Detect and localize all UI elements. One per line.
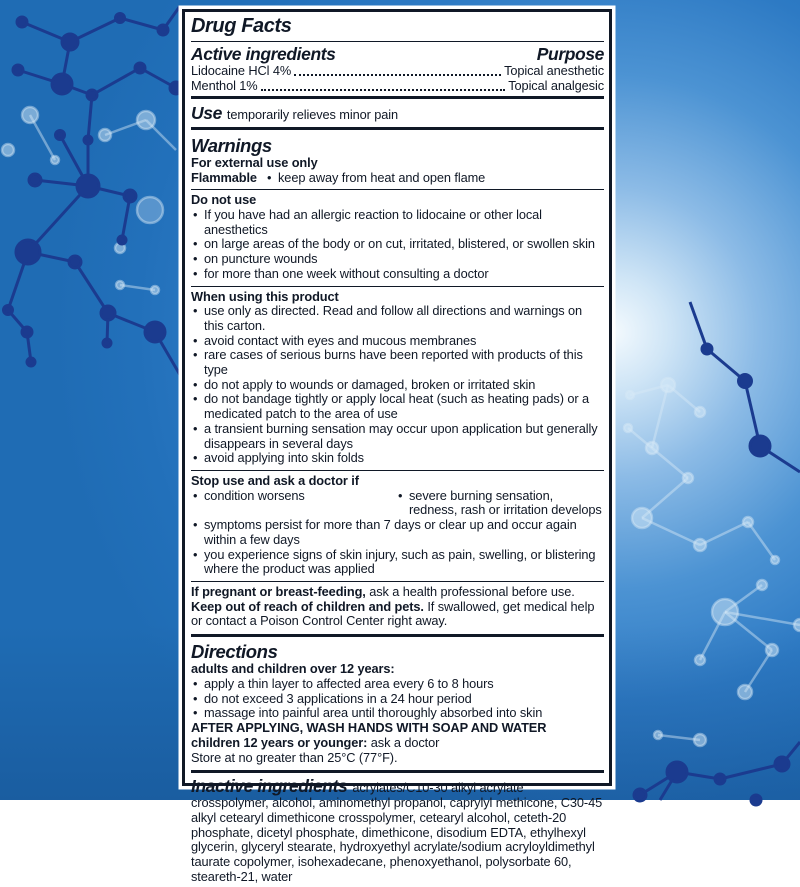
divider [191,470,604,471]
bullet-item: • severe burning sensation, redness, rash or irritation develops [396,489,604,518]
inactive-ingredients-section [191,775,604,886]
divider [191,581,604,582]
section-divider [191,127,604,130]
divider [191,41,604,42]
bullet-item: • do not exceed 3 applications in a 24 hour period [191,692,604,707]
bullet-item: • you experience signs of skin injury, such as pain, swelling, or blistering where the product was applied [191,548,604,577]
flammable-row [191,171,604,186]
flammable-label: Flammable [191,169,257,185]
external-use-text: For external use only [191,154,318,170]
stop-use-heading: Stop use and ask a doctor if [191,472,359,488]
inactive-ingredients-text: acrylates/C10-30 alkyl acrylate crosspolymer, alcohol, aminomethyl propanol, caprylyl methicone, C30-45 alkyl cetearyl dimethicone crosspolymer, cetearyl alcohol, ceteth-20 phosphate, dicetyl phosphate, dimethicone, disodium EDTA, ethylhexyl glycerin, glyceryl stearate, hydroxyethyl acrylate/sodium acryloyldimethyl taurate copolymer, isohexadecane, phenoxyethanol, polysorbate 60, steareth-21, water [191,780,603,884]
children-text: ask a doctor [367,734,440,750]
ingredient-row [191,79,604,94]
bullet-item: • condition worsens [191,489,396,518]
use-section [191,102,604,125]
drug-facts-title: Drug Facts [191,15,292,37]
dot-leader [294,74,501,76]
ingredient-name: Lidocaine HCl 4% [191,63,292,79]
inactive-ingredients-heading: Inactive ingredients [191,776,348,797]
bullet-item: • on puncture wounds [191,252,604,267]
drug-facts-label [182,9,612,884]
warnings-heading: Warnings [191,134,272,156]
bullet-item: • apply a thin layer to affected area every 6 to 8 hours [191,677,604,692]
bullet-item: • symptoms persist for more than 7 days or clear up and occur again within a few days [191,518,604,547]
ingredient-row [191,64,604,79]
bullet-item: • do not apply to wounds or damaged, broken or irritated skin [191,378,604,393]
warnings-section [191,133,604,188]
bullet-item: • avoid applying into skin folds [191,451,604,466]
directions-subheading: adults and children over 12 years: [191,661,395,677]
ingredient-purpose: Topical anesthetic [504,63,604,79]
bullet-item: • avoid contact with eyes and mucous membranes [191,334,604,349]
bullet-item: • keep away from heat and open flame [265,171,485,186]
section-divider [191,96,604,99]
after-applying-text: AFTER APPLYING, WASH HANDS WITH SOAP AND WATER [191,720,547,736]
bullet-item: • do not bandage tightly or apply local heat (such as heating pads) or a medicated patch to the area of use [191,392,604,421]
stop-use-pair-row [191,489,604,518]
keep-out-of-reach-text: Keep out of reach of children and pets. [191,598,424,614]
directions-section [191,639,604,767]
dot-leader [261,89,506,91]
active-ingredients-header [191,44,604,64]
bullet-item: • massage into painful area until thoroughly absorbed into skin [191,706,604,721]
bullet-item: • on large areas of the body or on cut, irritated, blistered, or swollen skin [191,237,604,252]
children-label: children 12 years or younger: [191,734,368,750]
bullet-item: • rare cases of serious burns have been reported with products of this type [191,348,604,377]
stop-use-section [191,473,604,579]
pregnancy-text: ask a health professional before use. [365,583,575,599]
divider [191,286,604,287]
children-row [191,736,604,751]
pregnancy-bold-text: If pregnant or breast-feeding, [191,583,366,599]
purpose-heading: Purpose [536,44,604,64]
active-ingredients-heading: Active ingredients [191,44,336,64]
storage-text: Store at no greater than 25°C (77°F). [191,749,398,765]
bullet-item: • a transient burning sensation may occur upon application but generally disappears in several days [191,422,604,451]
ingredient-name: Menthol 1% [191,77,258,93]
bullet-item: • If you have had an allergic reaction to lidocaine or other local anesthetics [191,208,604,237]
bullet-item: • use only as directed. Read and follow all directions and warnings on this carton. [191,304,604,333]
section-divider [191,634,604,637]
divider [191,189,604,190]
when-using-section [191,289,604,468]
use-heading: Use [191,102,222,123]
swallowed-text: If swallowed, get medical help or contact a Poison Control Center right away. [191,598,595,629]
section-divider [191,770,604,773]
use-text: temporarily relieves minor pain [226,106,399,122]
do-not-use-heading: Do not use [191,192,257,208]
directions-heading: Directions [191,641,278,663]
ingredient-purpose: Topical analgesic [508,77,604,93]
pregnancy-warning [191,584,604,631]
bullet-item: • for more than one week without consulting a doctor [191,267,604,282]
when-using-heading: When using this product [191,288,339,304]
do-not-use-section [191,192,604,283]
